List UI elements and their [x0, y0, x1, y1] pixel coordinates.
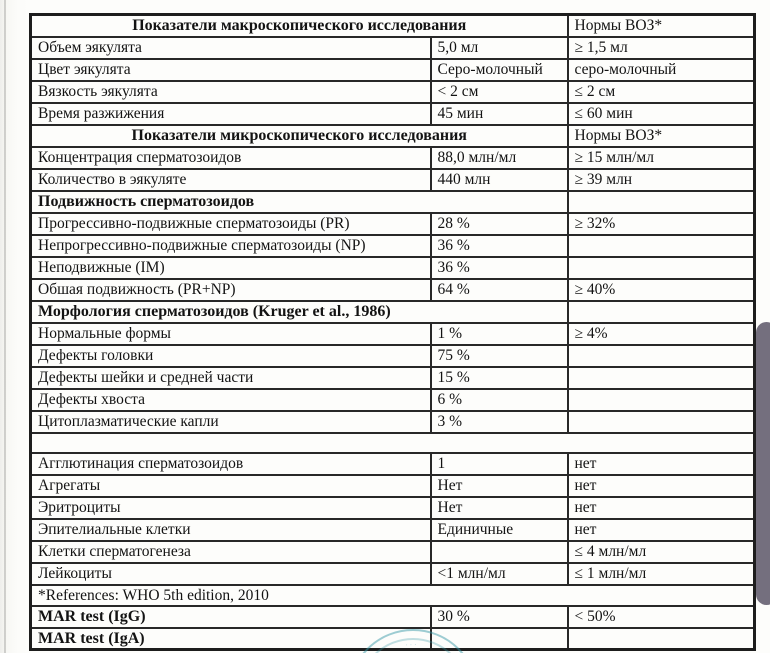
table-row: [31, 257, 755, 279]
param-label-cell: Вязкость эякулята: [31, 81, 431, 103]
table-row: [31, 323, 755, 345]
result-value-cell: Серо-молочный: [431, 59, 568, 81]
who-norm-cell: [568, 235, 755, 257]
who-norm-cell: ≤ 4 млн/мл: [568, 541, 755, 563]
result-value-cell: 64 %: [431, 279, 568, 301]
param-label-cell: Лейкоциты: [31, 563, 431, 585]
result-value-cell: 6 %: [431, 389, 568, 411]
result-value-cell: <1 млн/мл: [431, 563, 568, 585]
result-value-cell: 3 %: [431, 411, 568, 433]
param-label-cell: Эритроциты: [31, 497, 431, 519]
who-norm-cell: нет: [568, 519, 755, 541]
table-row: [31, 279, 755, 301]
who-norm-cell: [568, 345, 755, 367]
table-row: [31, 606, 755, 628]
table-row: [31, 125, 755, 147]
scrollbar-thumb[interactable]: [756, 322, 770, 605]
stamp-text: ···: [405, 640, 419, 650]
result-value-cell: 45 мин: [431, 103, 568, 125]
who-norm-cell: [568, 411, 755, 433]
result-value-cell: [431, 541, 568, 563]
param-label-cell: Агглютинация сперматозоидов: [31, 453, 431, 475]
table-row: [31, 563, 755, 585]
table-row: [31, 433, 755, 453]
param-label-cell: Эпителиальные клетки: [31, 519, 431, 541]
result-value-cell: 15 %: [431, 367, 568, 389]
who-norm-cell: < 50%: [568, 606, 755, 628]
table-row: [31, 585, 755, 606]
who-norm-cell: ≥ 32%: [568, 213, 755, 235]
table-row: [31, 59, 755, 81]
semen-analysis-table: [29, 13, 756, 651]
param-label-cell: Концентрация сперматозоидов: [31, 147, 431, 169]
who-norm-cell: [568, 191, 755, 213]
result-value-cell: < 2 см: [431, 81, 568, 103]
param-label-cell: Клетки сперматогенеза: [31, 541, 431, 563]
who-norm-cell: [568, 389, 755, 411]
who-norm-cell: [568, 301, 755, 323]
param-label-cell: Количество в эякуляте: [31, 169, 431, 191]
table-row: [31, 235, 755, 257]
param-label-cell: Время разжижения: [31, 103, 431, 125]
who-norm-cell: ≥ 4%: [568, 323, 755, 345]
who-norm-cell: нет: [568, 497, 755, 519]
result-value-cell: 5,0 мл: [431, 37, 568, 59]
who-norm-cell: ≥ 39 млн: [568, 169, 755, 191]
section-header-cell: Морфология сперматозоидов (Kruger et al., 1986): [31, 301, 568, 323]
table-row: [31, 475, 755, 497]
table-row: [31, 213, 755, 235]
result-value-cell: 1 %: [431, 323, 568, 345]
who-norm-cell: нет: [568, 475, 755, 497]
who-norm-cell: Нормы ВОЗ*: [568, 15, 755, 37]
table-row: [31, 301, 755, 323]
result-value-cell: 28 %: [431, 213, 568, 235]
table-row: [31, 367, 755, 389]
result-value-cell: 1: [431, 453, 568, 475]
empty-cell: [31, 433, 755, 453]
table-row: [31, 345, 755, 367]
param-label-cell: MAR test (IgA): [31, 628, 431, 650]
param-label-cell: Обшая подвижность (PR+NP): [31, 279, 431, 301]
who-norm-cell: нет: [568, 453, 755, 475]
section-header-cell: Показатели микроскопического исследования: [31, 125, 568, 147]
table-row: [31, 191, 755, 213]
param-label-cell: Дефекты шейки и средней части: [31, 367, 431, 389]
table-row: [31, 169, 755, 191]
table-row: [31, 411, 755, 433]
who-norm-cell: ≥ 40%: [568, 279, 755, 301]
who-norm-cell: ≤ 60 мин: [568, 103, 755, 125]
table-row: [31, 37, 755, 59]
result-value-cell: [431, 628, 568, 650]
table-row: [31, 15, 755, 37]
param-label-cell: Непрогрессивно-подвижные сперматозоиды (NP): [31, 235, 431, 257]
who-norm-cell: Нормы ВОЗ*: [568, 125, 755, 147]
section-header-cell: Показатели макроскопического исследования: [31, 15, 568, 37]
who-norm-cell: ≥ 1,5 мл: [568, 37, 755, 59]
result-value-cell: Единичные: [431, 519, 568, 541]
who-norm-cell: [568, 628, 755, 650]
result-value-cell: 75 %: [431, 345, 568, 367]
param-label-cell: Неподвижные (IM): [31, 257, 431, 279]
param-label-cell: Цитоплазматические капли: [31, 411, 431, 433]
table-row: [31, 147, 755, 169]
result-value-cell: Нет: [431, 475, 568, 497]
table-row: [31, 628, 755, 650]
references-note-cell: *References: WHO 5th edition, 2010: [31, 585, 755, 606]
result-value-cell: 30 %: [431, 606, 568, 628]
who-norm-cell: [568, 367, 755, 389]
who-norm-cell: [568, 257, 755, 279]
result-value-cell: 36 %: [431, 257, 568, 279]
result-value-cell: 88,0 млн/мл: [431, 147, 568, 169]
result-value-cell: Нет: [431, 497, 568, 519]
table-row: [31, 519, 755, 541]
table-row: [31, 497, 755, 519]
who-norm-cell: ≤ 2 см: [568, 81, 755, 103]
param-label-cell: Нормальные формы: [31, 323, 431, 345]
param-label-cell: Прогрессивно-подвижные сперматозоиды (PR): [31, 213, 431, 235]
scan-edge-shadow: [4, 0, 6, 653]
who-norm-cell: серо-молочный: [568, 59, 755, 81]
param-label-cell: Объем эякулята: [31, 37, 431, 59]
result-value-cell: 440 млн: [431, 169, 568, 191]
result-value-cell: 36 %: [431, 235, 568, 257]
who-norm-cell: ≥ 15 млн/мл: [568, 147, 755, 169]
param-label-cell: MAR test (IgG): [31, 606, 431, 628]
param-label-cell: Агрегаты: [31, 475, 431, 497]
table-row: [31, 389, 755, 411]
table-row: [31, 81, 755, 103]
who-norm-cell: ≤ 1 млн/мл: [568, 563, 755, 585]
section-header-cell: Подвижность сперматозоидов: [31, 191, 568, 213]
param-label-cell: Дефекты головки: [31, 345, 431, 367]
table-row: [31, 453, 755, 475]
param-label-cell: Дефекты хвоста: [31, 389, 431, 411]
table-row: [31, 103, 755, 125]
table-row: [31, 541, 755, 563]
param-label-cell: Цвет эякулята: [31, 59, 431, 81]
